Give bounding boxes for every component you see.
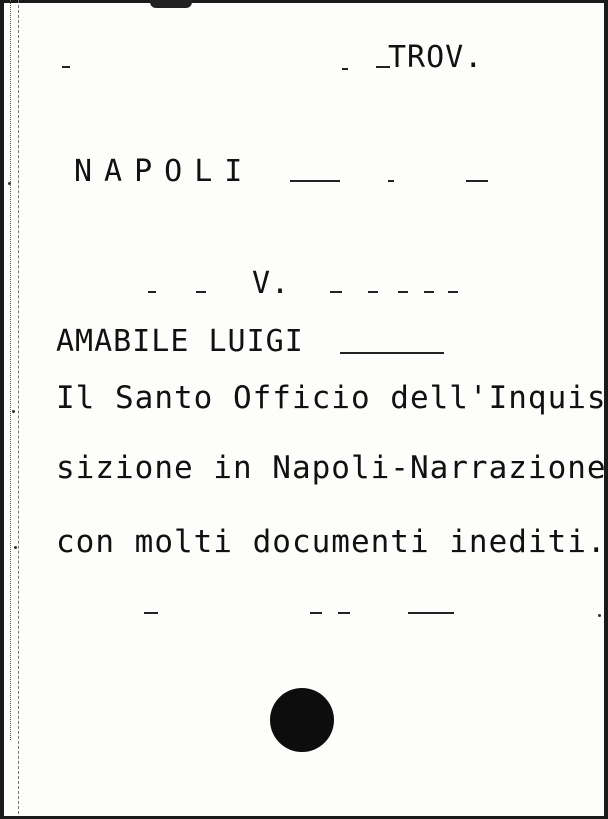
- dash-mark: [424, 291, 434, 293]
- speck: [12, 410, 15, 413]
- title-line-3: con molti documenti inediti.: [56, 524, 607, 560]
- dash-mark: [62, 66, 70, 68]
- card-left-guide: [10, 0, 12, 740]
- dash-mark: [466, 180, 488, 182]
- card-left-edge: [0, 0, 4, 819]
- punch-hole: [270, 688, 334, 752]
- author-name: AMABILE LUIGI: [56, 324, 304, 359]
- city-heading: NAPOLI: [74, 154, 255, 189]
- dash-mark: [330, 291, 342, 293]
- dash-mark: [398, 291, 408, 293]
- dash-mark: [310, 612, 322, 614]
- dash-mark: [368, 291, 378, 293]
- dash-mark: [340, 352, 444, 354]
- dash-mark: [338, 612, 350, 614]
- dash-mark: [196, 291, 206, 293]
- classification-heading: TROV.: [388, 40, 484, 75]
- dash-mark: [342, 68, 348, 70]
- title-line-1: Il Santo Officio dell'Inquis: [56, 380, 607, 416]
- staple-mark: [150, 0, 192, 8]
- speck: [8, 182, 11, 185]
- volume-mark: V.: [252, 266, 291, 301]
- title-line-2: sizione in Napoli-Narrazione: [56, 450, 607, 486]
- dash-mark: [408, 612, 454, 614]
- dash-mark: [448, 291, 458, 293]
- speck: [598, 614, 601, 617]
- dash-mark: [290, 180, 340, 182]
- dash-mark: [388, 180, 394, 182]
- speck: [14, 546, 17, 549]
- card-left-guide-2: [18, 0, 20, 819]
- dash-mark: [144, 612, 158, 614]
- card-top-edge: [0, 0, 608, 3]
- dash-mark: [148, 291, 156, 293]
